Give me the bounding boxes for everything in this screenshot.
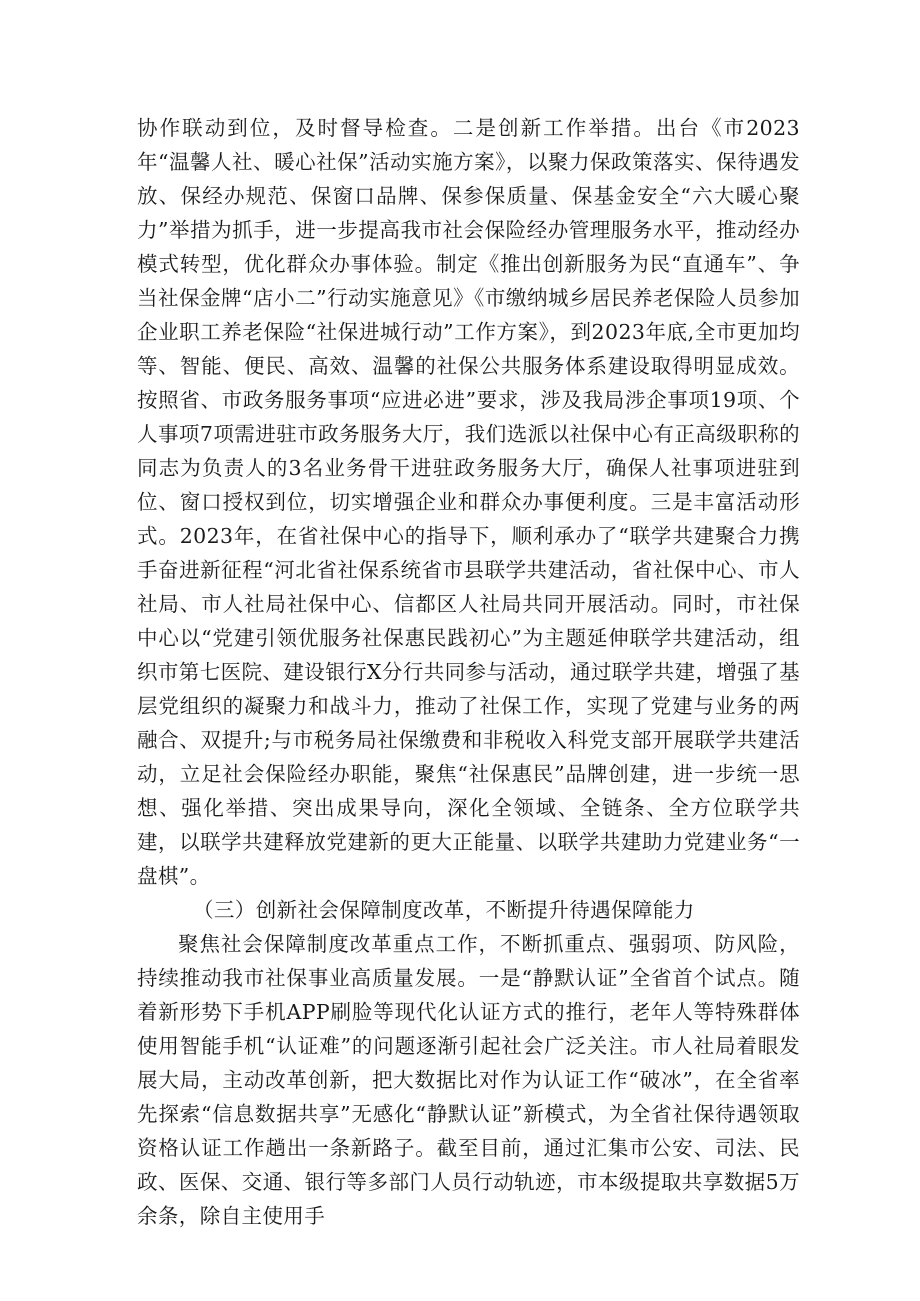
body-paragraph-2: 聚焦社会保障制度改革重点工作，不断抓重点、强弱项、防风险，持续推动我市社保事业高质量发展。一是“静默认证”全省首个试点。随着新形势下手机APP刷脸等现代化认证方式的推行，老年人等特殊群体使用智能手机“认证难”的问题逐渐引起社会广泛关注。市人社局着眼发展大局，主动改革创新，把大数据比对作为认证工作“破冰”，在全省率先探索“信息数据共享”无感化“静默认证”新模式，为全省社保待遇领取资格认证工作趟出一条新路子。截至目前，通过汇集市公安、司法、民政、医保、交通、银行等多部门人员行动轨迹，市本级提取共享数据5万余条，除自主使用手: [137, 932, 800, 1228]
section-heading: （三）创新社会保障制度改革，不断提升待遇保障能力: [193, 898, 695, 922]
body-paragraph-1: 协作联动到位，及时督导检查。二是创新工作举措。出台《市2023年“温馨人社、暖心社保”活动实施方案》，以聚力保政策落实、保待遇发放、保经办规范、保窗口品牌、保参保质量、保基金安全“六大暖心聚力”举措为抓手，进一步提高我市社会保险经办管理服务水平，推动经办模式转型，优化群众办事体验。制定《推出创新服务为民“直通车”、争当社保金牌“店小二”行动实施意见》《市缴纳城乡居民养老保险人员参加企业职工养老保险“社保进城行动”工作方案》，到2023年底,全市更加均等、智能、便民、高效、温馨的社保公共服务体系建设取得明显成效。按照省、市政务服务事项“应进必进”要求，涉及我局涉企事项19项、个人事项7项需进驻市政务服务大厅，我们选派以社保中心有正高级职称的同志为负责人的3名业务骨干进驻政务服务大厅，确保人社事项进驻到位、窗口授权到位，切实增强企业和群众办事便利度。三是丰富活动形式。2023年，在省社保中心的指导下，顺利承办了“联学共建聚合力携手奋进新征程“河北省社保系统省市县联学共建活动，省社保中心、市人社局、市人社局社保中心、信都区人社局共同开展活动。同时，市社保中心以“党建引领优服务社保惠民践初心”为主题延伸联学共建活动，组织市第七医院、建设银行X分行共同参与活动，通过联学共建，增强了基层党组织的凝聚力和战斗力，推动了社保工作，实现了党建与业务的两融合、双提升;与市税务局社保缴费和非税收入科党支部开展联学共建活动，立足社会保险经办职能，聚焦“社保惠民”品牌创建，进一步统一思想、强化举措、突出成果导向，深化全领域、全链条、全方位联学共建，以联学共建释放党建新的更大正能量、以联学共建助力党建业务“一盘棋”。: [137, 116, 800, 888]
